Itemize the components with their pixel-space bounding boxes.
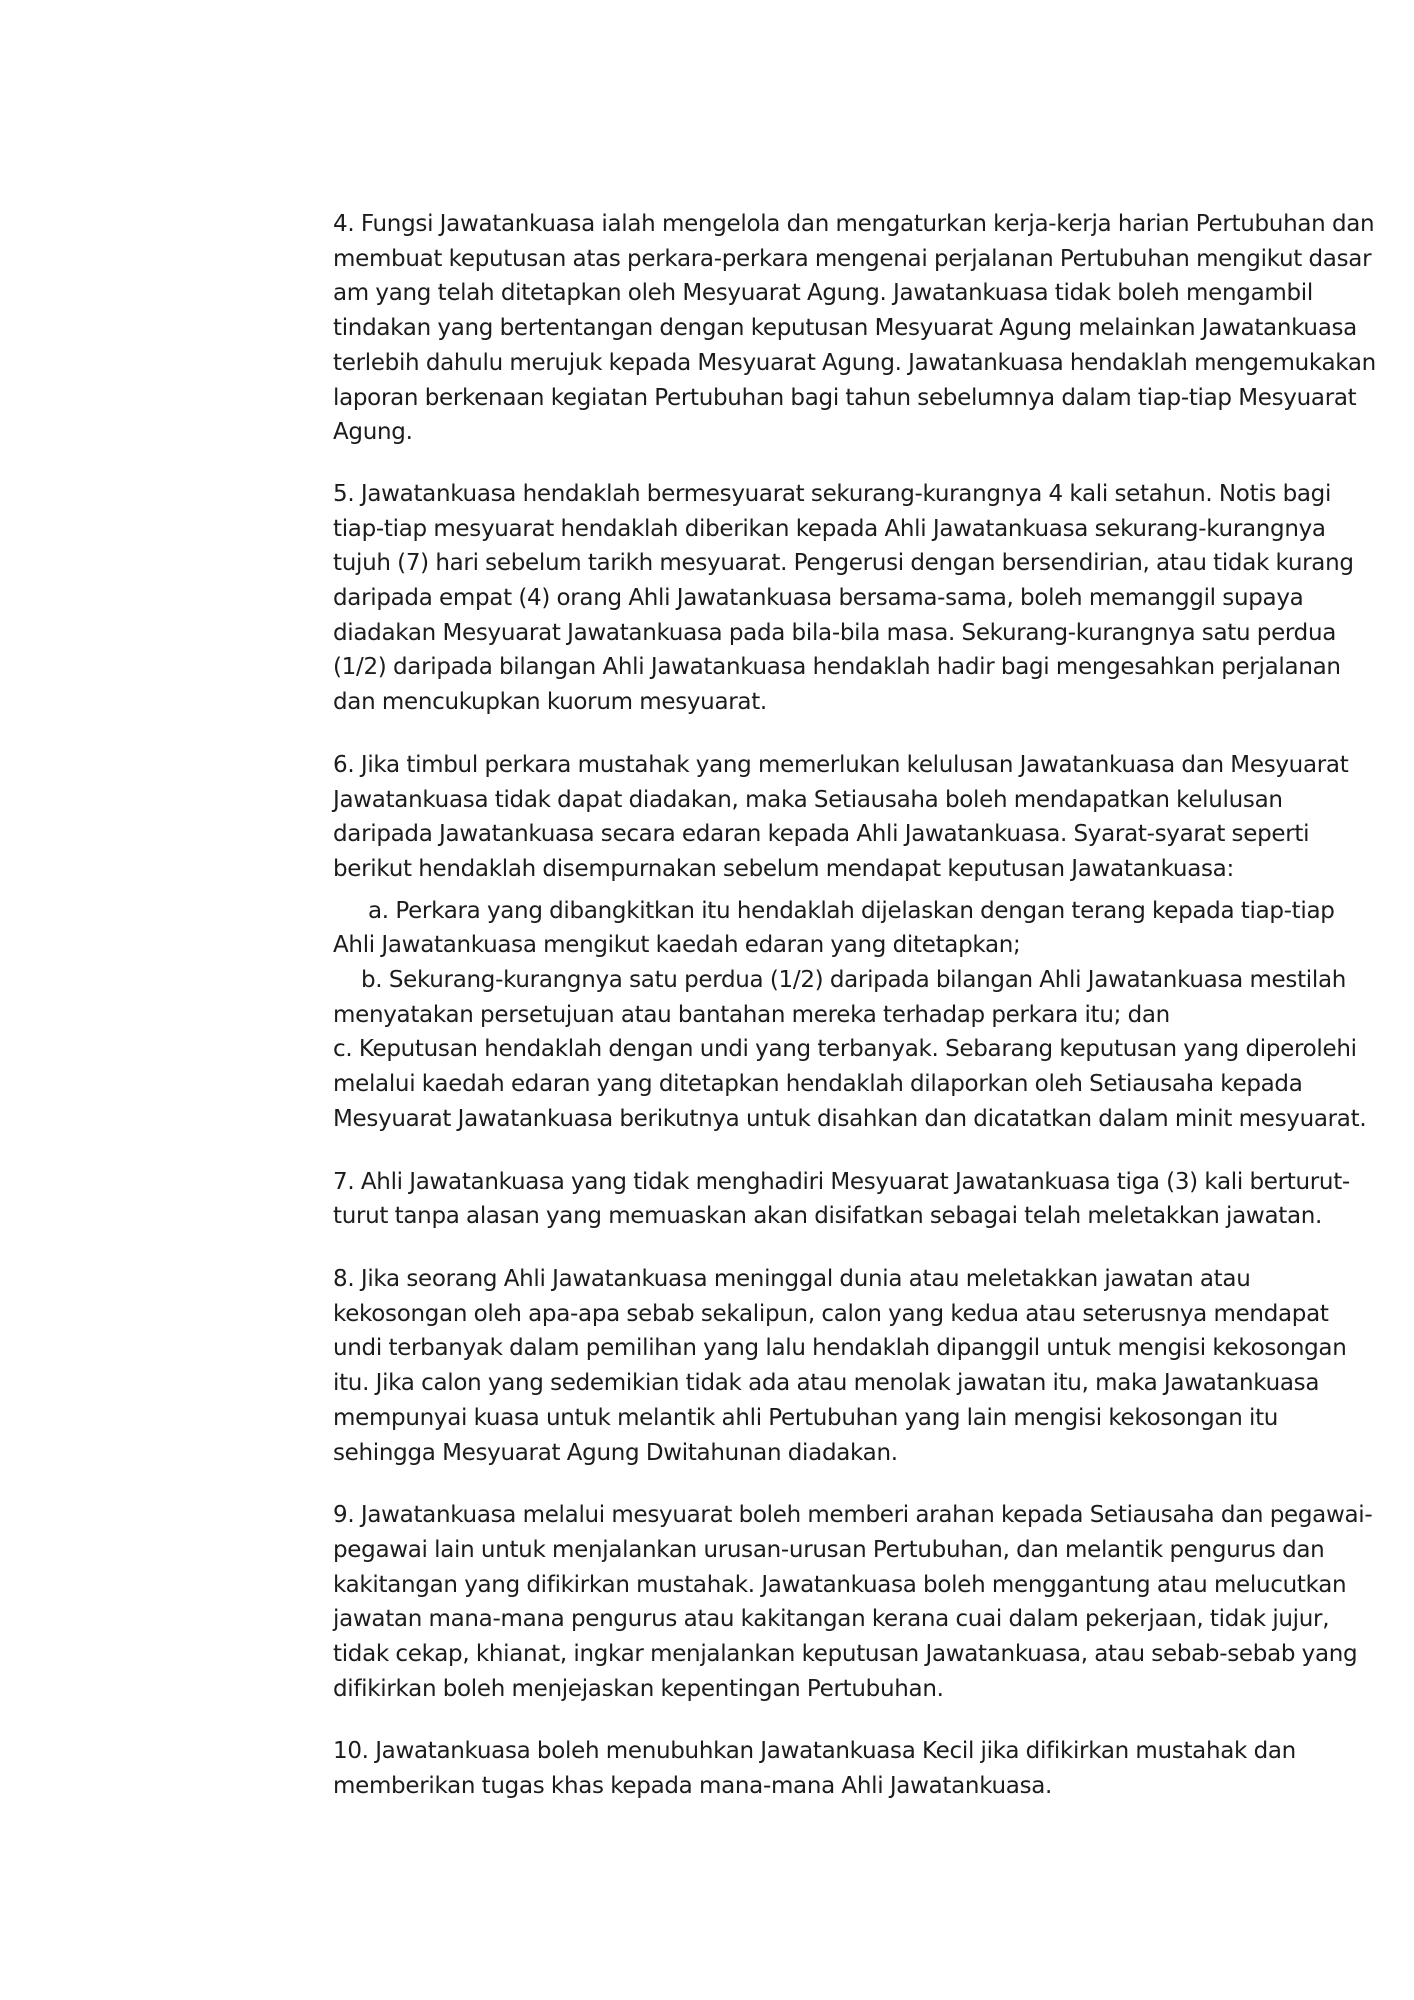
clause-6: 6. Jika timbul perkara mustahak yang memerlukan kelulusan Jawatankuasa dan Mesyuarat Jawatankuasa tidak dapat diadakan, maka Setiausaha boleh mendapatkan kelulusan daripada Jawatankuasa secara edaran kepada Ahli Jawatankuasa. Syarat-syarat seperti berikut hendaklah disempurnakan sebelum mendapat keputusan Jawatankuasa: (333, 751, 1349, 882)
clause-8: 8. Jika seorang Ahli Jawatankuasa meninggal dunia atau meletakkan jawatan atau kekosongan oleh apa-apa sebab sekalipun, calon yang kedua atau seterusnya mendapat undi terbanyak dalam pemilihan yang lalu hendaklah dipanggil untuk mengisi kekosongan itu. Jika calon yang sedemikian tidak ada atau menolak jawatan itu, maka Jawatankuasa mempunyai kuasa untuk melantik ahli Pertubuhan yang lain mengisi kekosongan itu sehingga Mesyuarat Agung Dwitahunan diadakan. (333, 1265, 1347, 1466)
clause-5: 5. Jawatankuasa hendaklah bermesyuarat sekurang-kurangnya 4 kali setahun. Notis bagi tiap-tiap mesyuarat hendaklah diberikan kepada Ahli Jawatankuasa sekurang-kurangnya tujuh (7) hari sebelum tarikh mesyuarat. Pengerusi dengan bersendirian, atau tidak kurang daripada empat (4) orang Ahli Jawatankuasa bersama-sama, boleh memanggil supaya diadakan Mesyuarat Jawatankuasa pada bila-bila masa. Sekurang-kurangnya satu perdua (1/2) daripada bilangan Ahli Jawatankuasa hendaklah hadir bagi mengesahkan perjalanan dan mencukupkan kuorum mesyuarat. (333, 480, 1354, 716)
clause-6-item-c: c. Keputusan hendaklah dengan undi yang terbanyak. Sebarang keputusan yang diperolehi melalui kaedah edaran yang ditetapkan hendaklah dilaporkan oleh Setiausaha kepada Mesyuarat Jawatankuasa berikutnya untuk disahkan dan dicatatkan dalam minit mesyuarat. (333, 1036, 1367, 1132)
clause-10: 10. Jawatankuasa boleh menubuhkan Jawatankuasa Kecil jika difikirkan mustahak dan memberikan tugas khas kepada mana-mana Ahli Jawatankuasa. (333, 1738, 1296, 1800)
clause-9: 9. Jawatankuasa melalui mesyuarat boleh memberi arahan kepada Setiausaha dan pegawai-pegawai lain untuk menjalankan urusan-urusan Pertubuhan, dan melantik pengurus dan kakitangan yang difikirkan mustahak. Jawatankuasa boleh menggantung atau melucutkan jawatan mana-mana pengurus atau kakitangan kerana cuai dalam pekerjaan, tidak jujur, tidak cekap, khianat, ingkar menjalankan keputusan Jawatankuasa, atau sebab-sebab yang difikirkan boleh menjejaskan kepentingan Pertubuhan. (333, 1502, 1373, 1702)
clause-6-conditions-list (333, 894, 1378, 1137)
clause-6-item-a: a. Perkara yang dibangkitkan itu hendaklah dijelaskan dengan terang kepada tiap-tiap Ahli Jawatankuasa mengikut kaedah edaran yang ditetapkan; (333, 897, 1335, 959)
clause-7: 7. Ahli Jawatankuasa yang tidak menghadiri Mesyuarat Jawatankuasa tiga (3) kali berturut-turut tanpa alasan yang memuaskan akan disifatkan sebagai telah meletakkan jawatan. (333, 1168, 1350, 1230)
clause-4: 4. Fungsi Jawatankuasa ialah mengelola dan mengaturkan kerja-kerja harian Pertubuhan dan membuat keputusan atas perkara-perkara mengenai perjalanan Pertubuhan mengikut dasar am yang telah ditetapkan oleh Mesyuarat Agung. Jawatankuasa tidak boleh mengambil tindakan yang bertentangan dengan keputusan Mesyuarat Agung melainkan Jawatankuasa terlebih dahulu merujuk kepada Mesyuarat Agung. Jawatankuasa hendaklah mengemukakan laporan berkenaan kegiatan Pertubuhan bagi tahun sebelumnya dalam tiap-tiap Mesyuarat Agung. (333, 211, 1376, 446)
clause-6-item-b: b. Sekurang-kurangnya satu perdua (1/2) daripada bilangan Ahli Jawatankuasa mestilah menyatakan persetujuan atau bantahan mereka terhadap perkara itu; dan (333, 967, 1347, 1028)
document-page (333, 207, 1378, 1804)
